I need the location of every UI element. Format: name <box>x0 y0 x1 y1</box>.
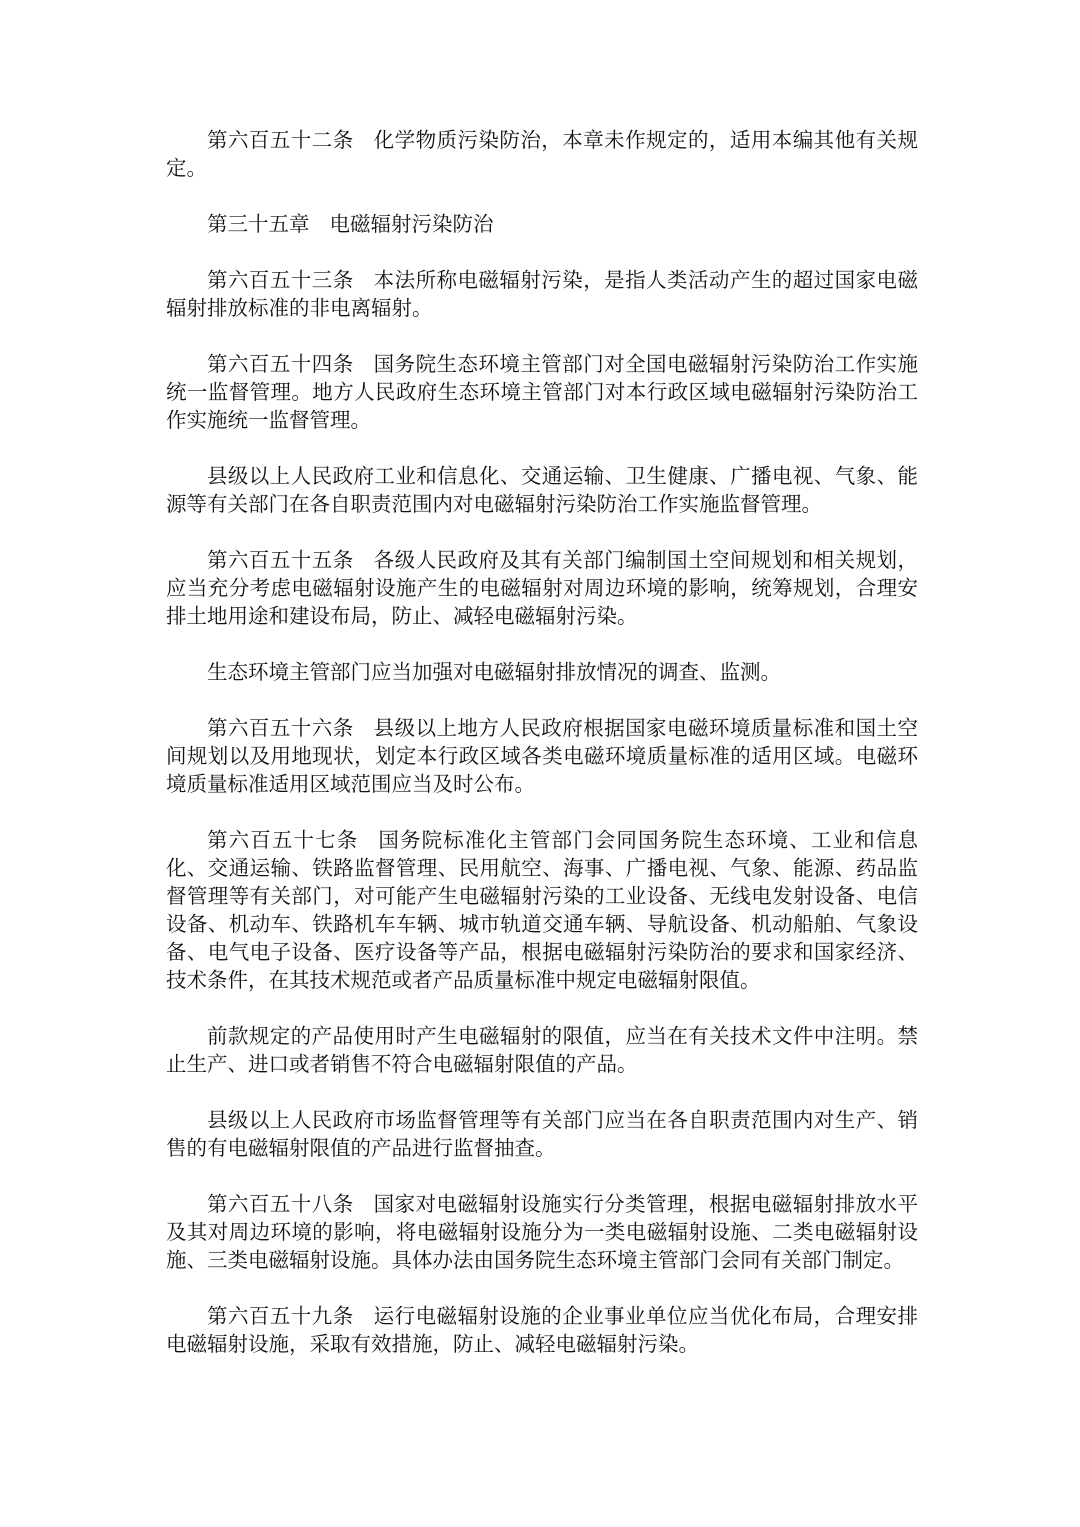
article-658 <box>166 1190 918 1274</box>
article-text: 化学物质污染防治，本章未作规定的，适用本编其他有关规定。 <box>166 128 918 180</box>
article-text: 运行电磁辐射设施的企业事业单位应当优化布局，合理安排电磁辐射设施，采取有效措施，防止、减轻电磁辐射污染。 <box>166 1304 918 1356</box>
chapter-number: 第三十五章 <box>207 212 310 236</box>
article-number: 第六百五十九条 <box>207 1304 354 1328</box>
article-text: 国务院标准化主管部门会同国务院生态环境、工业和信息化、交通运输、铁路监督管理、民用航空、海事、广播电视、气象、能源、药品监督管理等有关部门，对可能产生电磁辐射污染的工业设备、无线电发射设备、电信设备、机动车、铁路机车车辆、城市轨道交通车辆、导航设备、机动船舶、气象设备、电气电子设备、医疗设备等产品，根据电磁辐射污染防治的要求和国家经济、技术条件，在其技术规范或者产品质量标准中规定电磁辐射限值。 <box>166 828 919 992</box>
paragraph-text: 生态环境主管部门应当加强对电磁辐射排放情况的调查、监测。 <box>207 660 781 684</box>
article-657-paragraph-3 <box>166 1106 918 1162</box>
article-text: 县级以上地方人民政府根据国家电磁环境质量标准和国土空间规划以及用地现状，划定本行政区域各类电磁环境质量标准的适用区域。电磁环境质量标准适用区域范围应当及时公布。 <box>166 716 918 796</box>
article-656 <box>166 714 918 798</box>
article-654 <box>166 350 918 434</box>
article-text: 国家对电磁辐射设施实行分类管理，根据电磁辐射排放水平及其对周边环境的影响，将电磁辐射设施分为一类电磁辐射设施、二类电磁辐射设施、三类电磁辐射设施。具体办法由国务院生态环境主管部门会同有关部门制定。 <box>166 1192 918 1272</box>
article-text: 国务院生态环境主管部门对全国电磁辐射污染防治工作实施统一监督管理。地方人民政府生态环境主管部门对本行政区域电磁辐射污染防治工作实施统一监督管理。 <box>166 352 918 432</box>
article-655-paragraph-2 <box>166 658 918 686</box>
article-655 <box>166 546 918 630</box>
article-number: 第六百五十六条 <box>207 716 354 740</box>
article-text: 各级人民政府及其有关部门编制国土空间规划和相关规划，应当充分考虑电磁辐射设施产生的电磁辐射对周边环境的影响，统筹规划，合理安排土地用途和建设布局，防止、减轻电磁辐射污染。 <box>166 548 918 628</box>
article-657 <box>166 826 918 994</box>
paragraph-text: 县级以上人民政府市场监督管理等有关部门应当在各自职责范围内对生产、销售的有电磁辐射限值的产品进行监督抽查。 <box>166 1108 918 1160</box>
article-652 <box>166 126 918 182</box>
article-number: 第六百五十四条 <box>207 352 354 376</box>
article-number: 第六百五十五条 <box>207 548 354 572</box>
article-654-paragraph-2 <box>166 462 918 518</box>
paragraph-text: 前款规定的产品使用时产生电磁辐射的限值，应当在有关技术文件中注明。禁止生产、进口或者销售不符合电磁辐射限值的产品。 <box>166 1024 918 1076</box>
article-text: 本法所称电磁辐射污染，是指人类活动产生的超过国家电磁辐射排放标准的非电离辐射。 <box>166 268 918 320</box>
article-number: 第六百五十二条 <box>207 128 354 152</box>
chapter-title: 电磁辐射污染防治 <box>329 212 494 236</box>
article-number: 第六百五十七条 <box>207 828 359 852</box>
chapter-35-heading <box>166 210 918 238</box>
document-body <box>166 126 918 1386</box>
article-657-paragraph-2 <box>166 1022 918 1078</box>
article-659 <box>166 1302 918 1358</box>
article-653 <box>166 266 918 322</box>
article-number: 第六百五十八条 <box>207 1192 354 1216</box>
paragraph-text: 县级以上人民政府工业和信息化、交通运输、卫生健康、广播电视、气象、能源等有关部门在各自职责范围内对电磁辐射污染防治工作实施监督管理。 <box>166 464 918 516</box>
article-number: 第六百五十三条 <box>207 268 354 292</box>
